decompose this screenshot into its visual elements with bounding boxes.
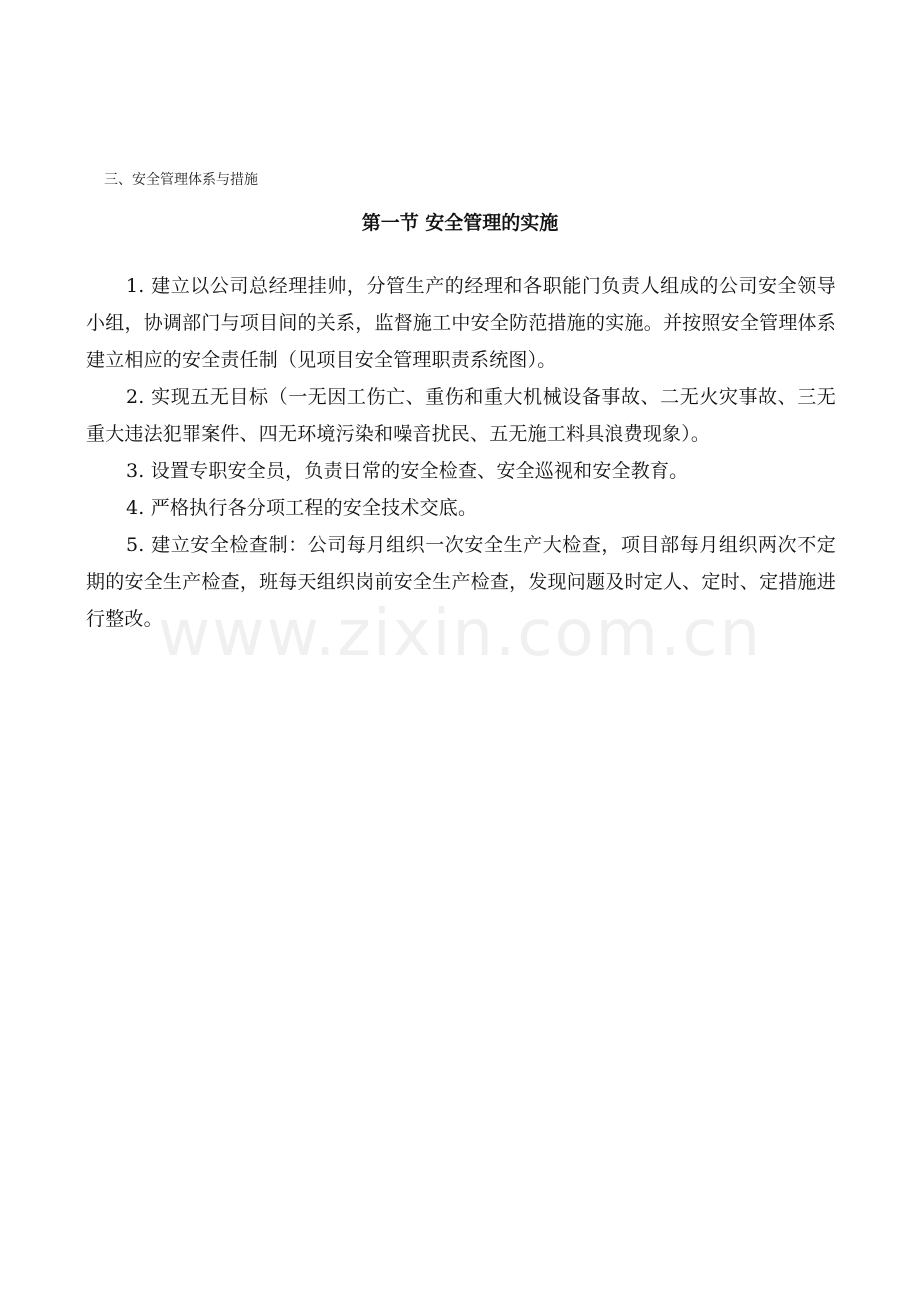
watermark: www.zixin.com.cn [157,597,763,671]
body-text [86,268,836,638]
paragraph-3: 3. 设置专职安全员，负责日常的安全检查、安全巡视和安全教育。 [126,460,689,482]
paragraph-1: 1. 建立以公司总经理挂帅，分管生产的经理和各职能门负责人组成的公司安全领导小组，协调部门与项目间的关系，监督施工中安全防范措施的实施。并按照安全管理体系建立相应的安全责任制（见项目安全管理职责系统图）。 [86,275,836,371]
paragraph-5: 5. 建立安全检查制：公司每月组织一次安全生产大检查，项目部每月组织两次不定期的安全生产检查，班每天组织岗前安全生产检查，发现问题及时定人、定时、定措施进行整改。 [86,534,836,630]
paragraph-4: 4. 严格执行各分项工程的安全技术交底。 [126,497,478,519]
chapter-title: 第一节 安全管理的实施 [361,212,559,234]
section-heading: 三、安全管理体系与措施 [104,172,258,188]
paragraph-2: 2. 实现五无目标（一无因工伤亡、重伤和重大机械设备事故、二无火灾事故、三无重大违法犯罪案件、四无环境污染和噪音扰民、五无施工料具浪费现象）。 [86,386,836,445]
